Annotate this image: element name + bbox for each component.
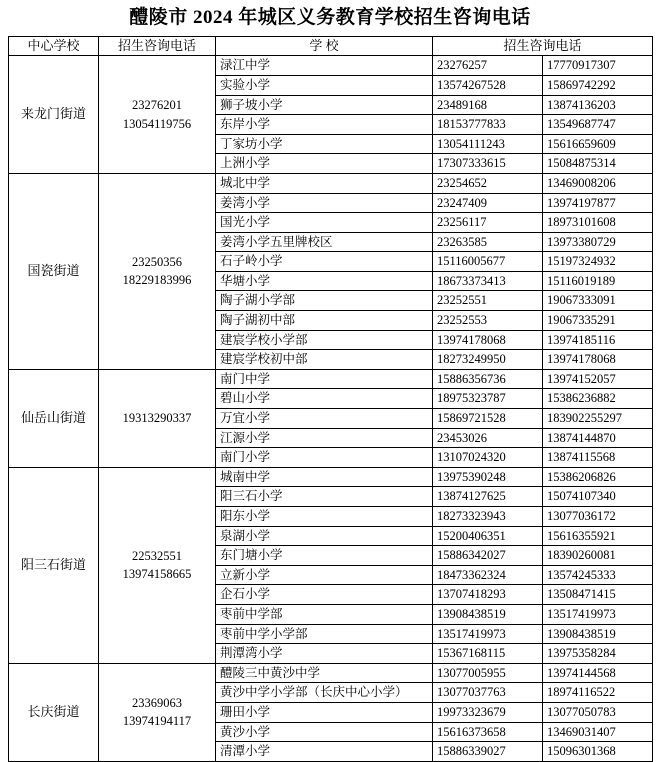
school-name-cell: 黄沙中学小学部（长庆中心小学） xyxy=(216,683,433,703)
school-phone-primary-cell: 23453026 xyxy=(433,428,543,448)
school-phone-secondary-cell: 15197324932 xyxy=(543,252,653,272)
school-name-cell: 泉湖小学 xyxy=(216,526,433,546)
street-name-cell: 国瓷街道 xyxy=(9,173,99,369)
school-phone-primary-cell: 18673373413 xyxy=(433,271,543,291)
school-name-cell: 城北中学 xyxy=(216,173,433,193)
school-phone-primary-cell: 23247409 xyxy=(433,193,543,213)
school-name-cell: 黄沙小学 xyxy=(216,722,433,742)
street-phone-cell xyxy=(99,369,216,467)
school-name-cell: 姜湾小学 xyxy=(216,193,433,213)
street-phone-line: 22532551 xyxy=(132,548,182,563)
school-phone-primary-cell: 13574267528 xyxy=(433,75,543,95)
school-phone-secondary-cell: 13874144870 xyxy=(543,428,653,448)
table-row xyxy=(9,663,653,683)
street-phone-cell xyxy=(99,173,216,369)
school-name-cell: 阳东小学 xyxy=(216,507,433,527)
table-header xyxy=(9,36,653,56)
school-phone-secondary-cell: 13908438519 xyxy=(543,624,653,644)
street-name-cell: 阳三石街道 xyxy=(9,467,99,663)
school-phone-primary-cell: 13077005955 xyxy=(433,663,543,683)
school-name-cell: 丁家坊小学 xyxy=(216,134,433,154)
street-phone-cell xyxy=(99,663,216,761)
school-phone-secondary-cell: 13974144568 xyxy=(543,663,653,683)
school-phone-primary-cell: 18273249950 xyxy=(433,350,543,370)
school-name-cell: 企石小学 xyxy=(216,585,433,605)
school-phone-secondary-cell: 13975358284 xyxy=(543,644,653,664)
school-phone-secondary-cell: 15616355921 xyxy=(543,526,653,546)
school-name-cell: 东岸小学 xyxy=(216,115,433,135)
school-phone-secondary-cell: 13549687747 xyxy=(543,115,653,135)
street-phone-line: 13054119756 xyxy=(122,116,192,131)
school-phone-primary-cell: 13975390248 xyxy=(433,467,543,487)
column-header-school: 学 校 xyxy=(216,36,433,56)
school-name-cell: 立新小学 xyxy=(216,565,433,585)
school-phone-secondary-cell: 19067333091 xyxy=(543,291,653,311)
school-name-cell: 陶子湖小学部 xyxy=(216,291,433,311)
school-name-cell: 华塘小学 xyxy=(216,271,433,291)
school-phone-primary-cell: 15886356736 xyxy=(433,369,543,389)
school-name-cell: 清潭小学 xyxy=(216,742,433,762)
school-name-cell: 渌江中学 xyxy=(216,56,433,76)
school-name-cell: 石子岭小学 xyxy=(216,252,433,272)
school-phone-secondary-cell: 13973380729 xyxy=(543,232,653,252)
school-phone-primary-cell: 17307333615 xyxy=(433,154,543,174)
school-name-cell: 南门小学 xyxy=(216,448,433,468)
school-phone-secondary-cell: 13974185116 xyxy=(543,330,653,350)
school-phone-secondary-cell: 13574245333 xyxy=(543,565,653,585)
school-name-cell: 建宸学校初中部 xyxy=(216,350,433,370)
school-phone-primary-cell: 15116005677 xyxy=(433,252,543,272)
school-name-cell: 国光小学 xyxy=(216,213,433,233)
school-name-cell: 枣前中学小学部 xyxy=(216,624,433,644)
table-row xyxy=(9,173,653,193)
street-name-cell: 来龙门街道 xyxy=(9,56,99,174)
school-phone-primary-cell: 13054111243 xyxy=(433,134,543,154)
column-header-center-phone: 招生咨询电话 xyxy=(99,36,216,56)
school-phone-secondary-cell: 15116019189 xyxy=(543,271,653,291)
school-phone-primary-cell: 15367168115 xyxy=(433,644,543,664)
street-phone-line: 23250356 xyxy=(132,254,182,269)
table-row xyxy=(9,56,653,76)
street-name-cell: 仙岳山街道 xyxy=(9,369,99,467)
street-phone-cell xyxy=(99,56,216,174)
school-phone-secondary-cell: 15869742292 xyxy=(543,75,653,95)
school-name-cell: 南门中学 xyxy=(216,369,433,389)
school-phone-primary-cell: 13908438519 xyxy=(433,604,543,624)
school-phone-primary-cell: 15200406351 xyxy=(433,526,543,546)
school-name-cell: 碧山小学 xyxy=(216,389,433,409)
school-phone-primary-cell: 19973323679 xyxy=(433,702,543,722)
school-phone-secondary-cell: 13077050783 xyxy=(543,702,653,722)
street-phone-line: 18229183996 xyxy=(122,273,192,288)
school-phone-primary-cell: 23254652 xyxy=(433,173,543,193)
school-phone-primary-cell: 23489168 xyxy=(433,95,543,115)
school-phone-primary-cell: 13107024320 xyxy=(433,448,543,468)
school-phone-secondary-cell: 13469031407 xyxy=(543,722,653,742)
street-phone-line: 19313290337 xyxy=(122,411,192,426)
school-phone-primary-cell: 13707418293 xyxy=(433,585,543,605)
school-phone-primary-cell: 23276257 xyxy=(433,56,543,76)
school-phone-secondary-cell: 18390260081 xyxy=(543,546,653,566)
street-phone-line: 23369063 xyxy=(132,695,182,710)
school-phone-primary-cell: 13974178068 xyxy=(433,330,543,350)
street-phone-cell xyxy=(99,467,216,663)
school-name-cell: 上洲小学 xyxy=(216,154,433,174)
school-phone-primary-cell: 13874127625 xyxy=(433,487,543,507)
table-row xyxy=(9,467,653,487)
school-phone-primary-cell: 23256117 xyxy=(433,213,543,233)
school-phone-secondary-cell: 13077036172 xyxy=(543,507,653,527)
school-phone-secondary-cell: 13874136203 xyxy=(543,95,653,115)
school-phone-secondary-cell: 13508471415 xyxy=(543,585,653,605)
street-name-cell: 长庆街道 xyxy=(9,663,99,761)
school-phone-primary-cell: 18473362324 xyxy=(433,565,543,585)
school-phone-secondary-cell: 15386236882 xyxy=(543,389,653,409)
school-name-cell: 江源小学 xyxy=(216,428,433,448)
school-phone-primary-cell: 15886342027 xyxy=(433,546,543,566)
street-phone-line: 13974194117 xyxy=(122,714,192,729)
school-phone-secondary-cell: 13517419973 xyxy=(543,604,653,624)
school-phone-primary-cell: 18273323943 xyxy=(433,507,543,527)
school-name-cell: 醴陵三中黄沙中学 xyxy=(216,663,433,683)
school-phone-secondary-cell: 15386206826 xyxy=(543,467,653,487)
school-phone-secondary-cell: 18973101608 xyxy=(543,213,653,233)
school-phone-secondary-cell: 15084875314 xyxy=(543,154,653,174)
school-phone-primary-cell: 23263585 xyxy=(433,232,543,252)
school-name-cell: 荆潭湾小学 xyxy=(216,644,433,664)
school-phone-secondary-cell: 15616659609 xyxy=(543,134,653,154)
school-phone-secondary-cell: 17770917307 xyxy=(543,56,653,76)
table-header-row xyxy=(9,36,653,56)
column-header-center-school: 中心学校 xyxy=(9,36,99,56)
school-phone-secondary-cell: 13974197877 xyxy=(543,193,653,213)
school-name-cell: 姜湾小学五里牌校区 xyxy=(216,232,433,252)
school-name-cell: 枣前中学部 xyxy=(216,604,433,624)
school-name-cell: 阳三石小学 xyxy=(216,487,433,507)
street-phone-line: 23276201 xyxy=(132,98,182,113)
school-phone-secondary-cell: 183902255297 xyxy=(543,409,653,429)
school-name-cell: 实验小学 xyxy=(216,75,433,95)
school-name-cell: 狮子坡小学 xyxy=(216,95,433,115)
school-phone-primary-cell: 23252553 xyxy=(433,311,543,331)
table-body xyxy=(9,56,653,761)
school-phone-primary-cell: 15616373658 xyxy=(433,722,543,742)
school-name-cell: 建宸学校小学部 xyxy=(216,330,433,350)
school-phone-primary-cell: 13077037763 xyxy=(433,683,543,703)
school-phone-secondary-cell: 13874115568 xyxy=(543,448,653,468)
table-row xyxy=(9,369,653,389)
school-phone-primary-cell: 15869721528 xyxy=(433,409,543,429)
school-phone-secondary-cell: 19067335291 xyxy=(543,311,653,331)
school-phone-secondary-cell: 15074107340 xyxy=(543,487,653,507)
school-phone-primary-cell: 15886339027 xyxy=(433,742,543,762)
school-phone-secondary-cell: 13974152057 xyxy=(543,369,653,389)
school-phone-primary-cell: 18975323787 xyxy=(433,389,543,409)
school-phone-primary-cell: 13517419973 xyxy=(433,624,543,644)
admissions-phone-table xyxy=(8,36,653,762)
school-phone-primary-cell: 18153777833 xyxy=(433,115,543,135)
school-phone-primary-cell: 23252551 xyxy=(433,291,543,311)
school-name-cell: 万宜小学 xyxy=(216,409,433,429)
school-phone-secondary-cell: 18974116522 xyxy=(543,683,653,703)
school-phone-secondary-cell: 15096301368 xyxy=(543,742,653,762)
school-name-cell: 珊田小学 xyxy=(216,702,433,722)
school-phone-secondary-cell: 13469008206 xyxy=(543,173,653,193)
school-name-cell: 陶子湖初中部 xyxy=(216,311,433,331)
school-phone-secondary-cell: 13974178068 xyxy=(543,350,653,370)
school-name-cell: 城南中学 xyxy=(216,467,433,487)
page-title: 醴陵市 2024 年城区义务教育学校招生咨询电话 xyxy=(129,7,531,28)
street-phone-line: 13974158665 xyxy=(122,567,192,582)
column-header-school-phone: 招生咨询电话 xyxy=(433,36,653,56)
school-name-cell: 东门塘小学 xyxy=(216,546,433,566)
